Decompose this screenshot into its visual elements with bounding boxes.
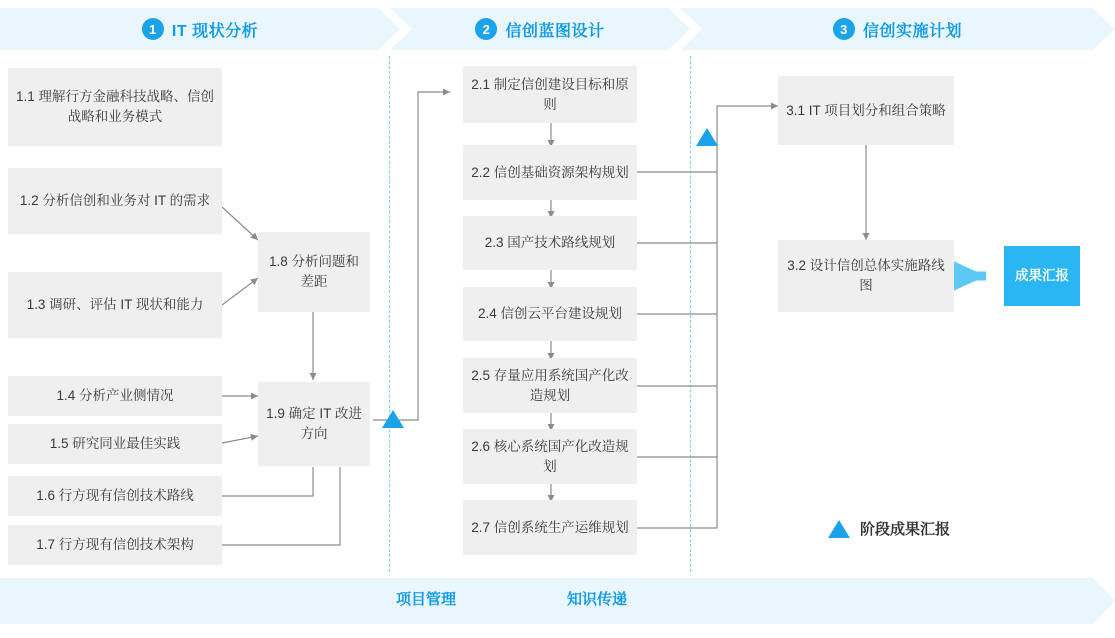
box-1-5[interactable]: 1.5 研究同业最佳实践	[8, 424, 222, 464]
phase-header-3	[680, 8, 1115, 50]
bottom-label-project-management: 项目管理	[396, 591, 457, 608]
phase-1-number: 1	[142, 18, 164, 40]
box-2-1[interactable]: 2.1 制定信创建设目标和原则	[463, 66, 637, 123]
box-3-1[interactable]: 3.1 IT 项目划分和组合策略	[778, 76, 954, 145]
box-1-2[interactable]: 1.2 分析信创和业务对 IT 的需求	[8, 168, 222, 234]
bottom-label-knowledge-transfer: 知识传递	[567, 591, 628, 608]
phase-2-label	[390, 8, 690, 50]
box-3-2[interactable]: 3.2 设计信创总体实施路线图	[778, 240, 954, 312]
milestone-triangle-phase2	[696, 128, 718, 146]
box-2-7[interactable]: 2.7 信创系统生产运维规划	[463, 500, 637, 555]
box-1-4[interactable]: 1.4 分析产业侧情况	[8, 376, 222, 416]
box-2-5[interactable]: 2.5 存量应用系统国产化改造规划	[463, 358, 637, 413]
phase-3-label	[680, 8, 1115, 50]
box-1-1[interactable]: 1.1 理解行方金融科技战略、信创战略和业务模式	[8, 68, 222, 146]
result-report-box[interactable]: 成果汇报	[1004, 246, 1080, 306]
box-2-2[interactable]: 2.2 信创基础资源架构规划	[463, 145, 637, 200]
legend-label: 阶段成果汇报	[860, 521, 951, 538]
phase-3-title: 信创实施计划	[862, 22, 962, 40]
phase-1-label	[0, 8, 400, 50]
box-1-7[interactable]: 1.7 行方现有信创技术架构	[8, 525, 222, 565]
phase-header-2	[390, 8, 690, 50]
divider-phase2-phase3	[690, 56, 691, 572]
box-1-6[interactable]: 1.6 行方现有信创技术路线	[8, 476, 222, 516]
phase-header-1	[0, 8, 400, 50]
box-1-9[interactable]: 1.9 确定 IT 改进方向	[258, 382, 370, 466]
milestone-triangle-icon	[828, 520, 850, 538]
phase-3-number: 3	[833, 18, 855, 40]
bottom-band	[0, 578, 1115, 624]
phase-2-number: 2	[475, 18, 497, 40]
phase-2-title: 信创蓝图设计	[505, 22, 605, 40]
box-1-8[interactable]: 1.8 分析问题和差距	[258, 232, 370, 312]
legend	[828, 518, 950, 539]
box-2-4[interactable]: 2.4 信创云平台建设规划	[463, 287, 637, 341]
box-2-3[interactable]: 2.3 国产技术路线规划	[463, 216, 637, 270]
milestone-triangle-phase1	[382, 410, 404, 428]
box-1-3[interactable]: 1.3 调研、评估 IT 现状和能力	[8, 272, 222, 338]
box-2-6[interactable]: 2.6 核心系统国产化改造规划	[463, 429, 637, 484]
phase-1-title: IT 现状分析	[171, 22, 259, 40]
bottom-band-shape	[0, 578, 1115, 624]
divider-phase1-phase2	[389, 56, 390, 572]
